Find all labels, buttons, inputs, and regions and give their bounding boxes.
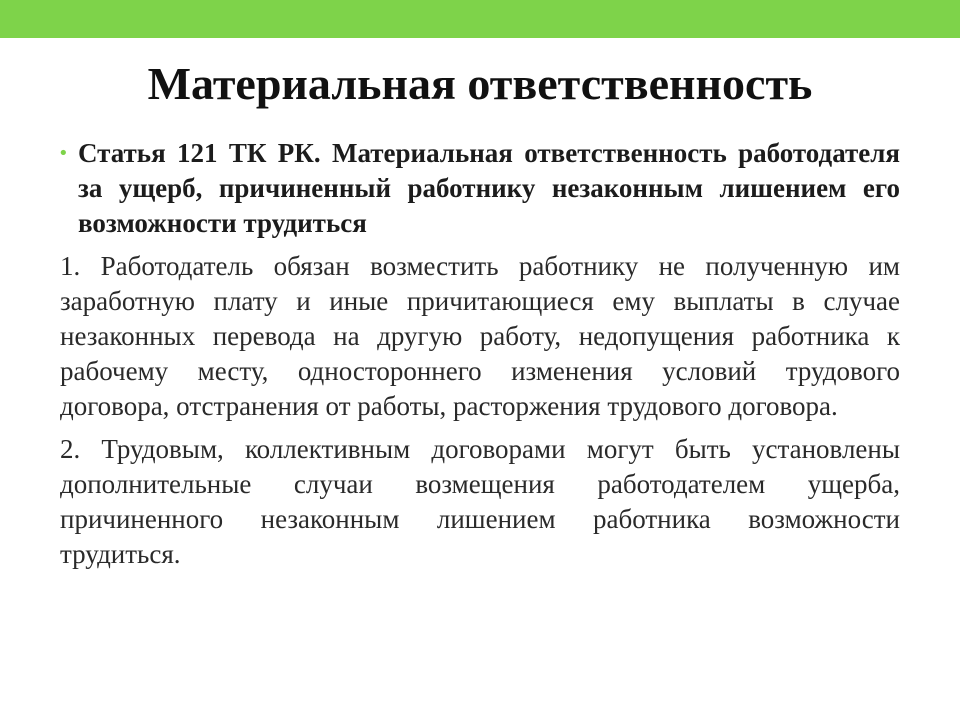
paragraph-2: 2. Трудовым, коллективным договорами могут быть установлены дополнительные случаи возмещения работодателем ущерба, причиненного незаконным лишением работника возможности трудиться. [60,434,900,569]
article-heading: Статья 121 ТК РК. Материальная ответственность работодателя за ущерб, причиненный работнику незаконным лишением его возможности трудиться [78,138,900,238]
bullet-item [60,136,900,241]
slide-content [60,136,900,572]
top-accent-bar [0,0,960,38]
slide-title: Материальная ответственность [147,58,813,109]
paragraph-1: 1. Работодатель обязан возместить работнику не полученную им заработную плату и иные причитающиеся ему выплаты в случае незаконных перевода на другую работу, недопущения работника к рабочему месту, одностороннего изменения условий трудового договора, отстранения от работы, расторжения трудового договора. [60,251,900,421]
bullet-dot-icon: • [58,143,69,164]
